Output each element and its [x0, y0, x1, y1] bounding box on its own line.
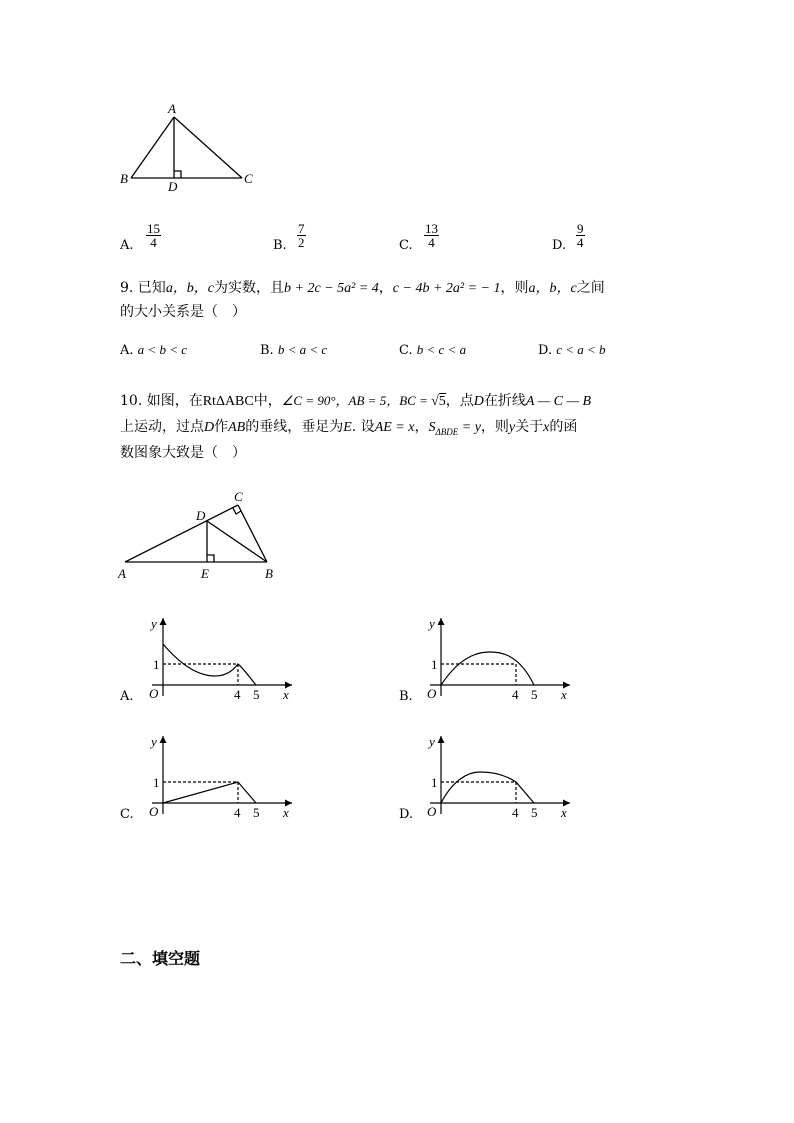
graph-b-tick-1: 1: [431, 657, 438, 672]
q10-graph-a: [140, 612, 340, 712]
graph-d-letter: D.: [399, 807, 414, 822]
q9-option-a: A. a < b < c: [120, 342, 187, 358]
q9-option-d: D. c < a < b: [538, 342, 606, 358]
graph-a-letter: A.: [120, 689, 134, 704]
q8-option-a-letter: A.: [120, 238, 134, 253]
q10-label-e: E: [201, 566, 209, 581]
q10-line-1: 10. 如图，在RtΔABC中，∠C = 90°，AB = 5，BC = √5，点D在折线A — C — B: [120, 393, 591, 409]
q10-label-a: A: [118, 566, 126, 581]
graph-c-origin: O: [149, 804, 159, 819]
q10-side-ac: [125, 505, 238, 562]
q8-option-b-letter: B.: [273, 238, 287, 253]
graph-d-y-label: y: [429, 734, 435, 749]
q10-graph-b: [418, 612, 618, 712]
graph-a-tick-5: 5: [253, 687, 260, 702]
graph-c-x-label: x: [283, 805, 289, 820]
q10-label-b: B: [265, 566, 273, 581]
q8-option-a-fraction: $\frac{15}{4}$: [147, 221, 160, 250]
q8-label-c: C: [244, 171, 253, 186]
graph-d-origin: O: [427, 804, 437, 819]
graph-a-y-label: y: [151, 616, 157, 631]
q8-option-c-letter: C.: [399, 238, 413, 253]
graph-a-tick-4: 4: [234, 687, 241, 702]
q8-option-d-fraction: $\frac{9}{4}$: [577, 221, 584, 250]
q10-right-angle-e: [207, 555, 214, 562]
q9-equation-2: c − 4b + 2a² = − 1: [392, 281, 501, 296]
q9-line-1: 9. 已知a，b，c为实数，且b + 2c − 5a² = 4，c − 4b + 2a² = − 1，则a，b，c之间: [120, 280, 605, 296]
graph-c-tick-1: 1: [153, 775, 160, 790]
q10-label-d: D: [196, 508, 206, 523]
graph-d-tick-5: 5: [531, 805, 538, 820]
q9-equation-1: b + 2c − 5a² = 4: [284, 281, 379, 296]
graph-c-tick-5: 5: [253, 805, 260, 820]
q8-option-d-letter: D.: [552, 238, 567, 253]
graph-d-tick-4: 4: [512, 805, 519, 820]
graph-c-curve: [163, 782, 256, 803]
section-2-heading: 二、填空题: [120, 949, 201, 968]
q8-option-c-fraction: $\frac{13}{4}$: [425, 221, 438, 250]
graph-a-origin: O: [149, 686, 159, 701]
q9-option-b: B. b < a < c: [260, 342, 328, 358]
q10-sqrt: √5: [431, 394, 446, 409]
q8-label-d: D: [168, 179, 178, 194]
q10-label-c: C: [234, 489, 243, 504]
q10-graph-d: [418, 730, 618, 830]
graph-d-curve: [441, 772, 534, 803]
graph-b-origin: O: [427, 686, 437, 701]
graph-b-letter: B.: [399, 689, 413, 704]
q10-graph-c: [140, 730, 340, 830]
graph-b-y-label: y: [429, 616, 435, 631]
q8-label-a: A: [168, 101, 176, 116]
q8-option-b-fraction: $\frac{7}{2}$: [298, 221, 305, 250]
q10-side-cb: [238, 505, 267, 562]
graph-b-x-label: x: [561, 687, 567, 702]
graph-c-letter: C.: [120, 807, 134, 822]
graph-d-tick-1: 1: [431, 775, 438, 790]
q9-line-2: 的大小关系是（ ）: [120, 304, 246, 320]
q10-line-2: 上运动，过点D作AB的垂线，垂足为E. 设AE = x，$S_{\Delta BDE} = y$，则y关于x的函: [120, 419, 578, 437]
graph-a-tick-1: 1: [153, 657, 160, 672]
graph-d-x-label: x: [561, 805, 567, 820]
graph-c-y-label: y: [151, 734, 157, 749]
q8-label-b: B: [120, 171, 128, 186]
q9-option-c: C. b < c < a: [399, 342, 467, 358]
graph-b-tick-5: 5: [531, 687, 538, 702]
graph-c-tick-4: 4: [234, 805, 241, 820]
graph-b-tick-4: 4: [512, 687, 519, 702]
graph-a-x-label: x: [283, 687, 289, 702]
graph-b-curve: [441, 652, 534, 685]
q10-line-3: 数图象大致是（ ）: [120, 445, 246, 461]
q10-segment-db: [207, 521, 267, 562]
